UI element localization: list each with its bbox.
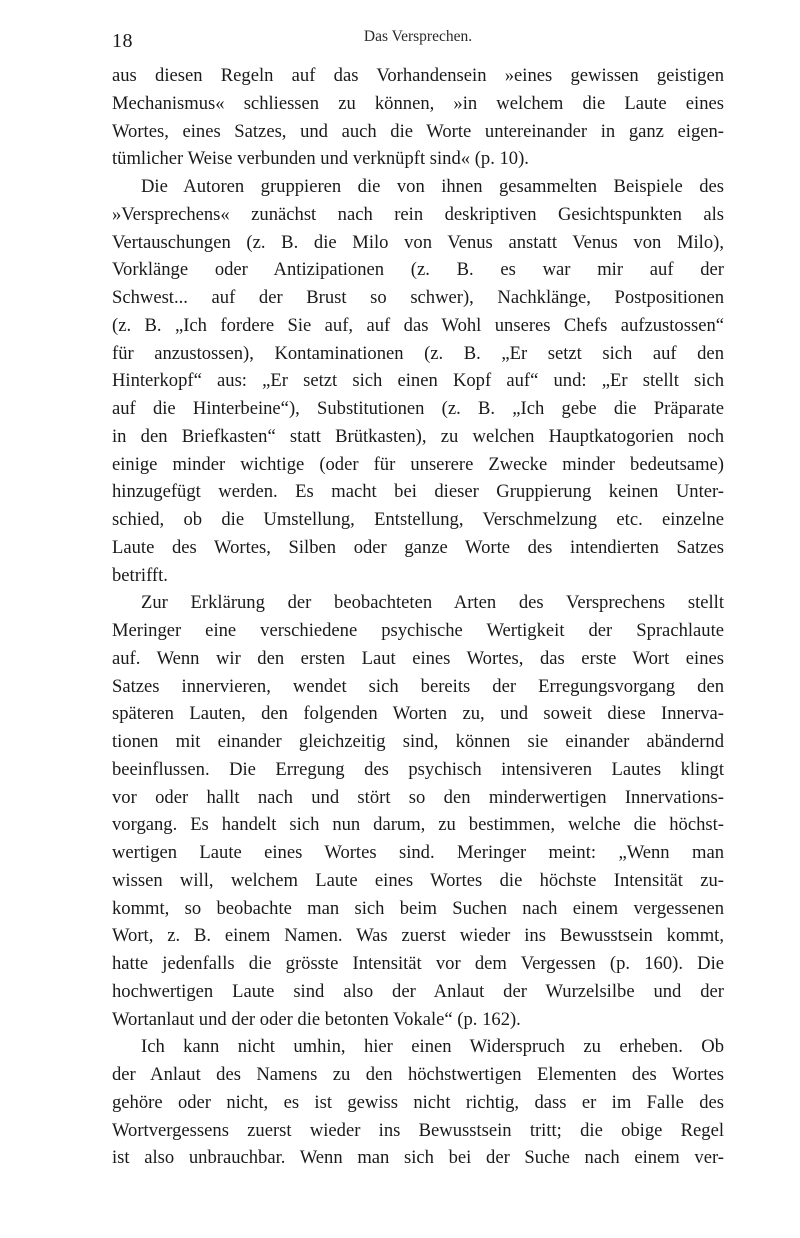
paragraph (112, 62, 724, 173)
running-head: Das Versprechen. (363, 28, 473, 45)
text-line: späteren Lauten, den folgenden Worten zu, und soweit diese Innerva- (112, 703, 724, 725)
text-line: aus diesen Regeln auf das Vorhandensein »eines gewissen geistigen (112, 65, 724, 86)
text-line: Wort, z. B. einem Namen. Was zuerst wieder ins Bewusstsein kommt, (112, 925, 724, 947)
text-line: schied, ob die Umstellung, Entstellung, Verschmelzung etc. einzelne (112, 509, 724, 530)
text-line: beeinflussen. Die Erregung des psychisch intensiveren Lautes klingt (112, 758, 724, 780)
text-line: Satzes innervieren, wendet sich bereits der Erregungsvorgang den (112, 675, 724, 697)
text-line: wertigen Laute eines Wortes sind. Meringer meint: „Wenn man (112, 842, 724, 863)
text-line: vor oder hallt nach und stört so den minderwertigen Innervations- (112, 786, 724, 808)
paragraph (112, 173, 724, 589)
text-line: auf die Hinterbeine“), Substitutionen (z. B. „Ich gebe die Präparate (112, 398, 724, 419)
text-line: Schwest... auf der Brust so schwer), Nachklänge, Postpositionen (112, 287, 724, 308)
text-line: Wortes, eines Satzes, und auch die Worte untereinander in ganz eigen- (112, 120, 724, 142)
text-line: tümlicher Weise verbunden und verknüpft sind« (p. 10). (112, 148, 529, 170)
text-line: Hinterkopf“ aus: „Er setzt sich einen Kopf auf“ und: „Er stellt sich (112, 370, 724, 392)
text-line: Meringer eine verschiedene psychische Wertigkeit der Sprachlaute (112, 620, 724, 641)
text-line: auf. Wenn wir den ersten Laut eines Wortes, das erste Wort eines (112, 647, 724, 669)
text-line: Mechanismus« schliessen zu können, »in welchem die Laute eines (112, 92, 724, 114)
text-line: in den Briefkasten“ statt Brütkasten), zu welchen Hauptkatogorien noch (112, 425, 724, 447)
text-line: Zur Erklärung der beobachteten Arten des Versprechens stellt (141, 592, 724, 614)
page-header (112, 18, 724, 62)
text-line: hatte jedenfalls die grösste Intensität vor dem Vergessen (p. 160). Die (112, 953, 724, 974)
text-line: Ich kann nicht umhin, hier einen Widerspruch zu erheben. Ob (141, 1036, 724, 1058)
text-line: der Anlaut des Namens zu den höchstwertigen Elementen des Wortes (112, 1064, 724, 1085)
text-line: Wortanlaut und der oder die betonten Vokale“ (p. 162). (112, 1008, 521, 1030)
body-text (112, 62, 724, 1172)
text-line: wissen will, welchem Laute eines Wortes die höchste Intensität zu- (112, 869, 724, 891)
text-line: vorgang. Es handelt sich nun darum, zu bestimmen, welche die höchst- (112, 814, 724, 836)
text-line: »Versprechens« zunächst nach rein deskriptiven Gesichtspunkten als (112, 203, 724, 225)
text-line: kommt, so beobachte man sich beim Suchen nach einem vergessenen (112, 897, 724, 919)
text-line: Vorklänge oder Antizipationen (z. B. es war mir auf der (112, 259, 724, 281)
text-line: Die Autoren gruppieren die von ihnen gesammelten Beispiele des (141, 176, 724, 197)
text-line: Vertauschungen (z. B. die Milo von Venus anstatt Venus von Milo), (112, 231, 724, 253)
text-line: Wortvergessens zuerst wieder ins Bewusstsein tritt; die obige Regel (112, 1119, 724, 1141)
text-line: einige minder wichtige (oder für unserere Zwecke minder bedeutsame) (112, 453, 724, 475)
paragraph (112, 1033, 724, 1172)
book-page (112, 18, 724, 1172)
text-line: tionen mit einander gleichzeitig sind, können sie einander abändernd (112, 731, 724, 752)
paragraph (112, 589, 724, 1033)
text-line: hinzugefügt werden. Es macht bei dieser Gruppierung keinen Unter- (112, 481, 724, 503)
text-line: gehöre oder nicht, es ist gewiss nicht richtig, dass er im Falle des (112, 1091, 724, 1113)
text-line: ist also unbrauchbar. Wenn man sich bei der Suche nach einem ver- (112, 1147, 724, 1169)
page-number: 18 (112, 30, 133, 52)
text-line: hochwertigen Laute sind also der Anlaut der Wurzelsilbe und der (112, 980, 724, 1002)
text-line: betrifft. (112, 564, 168, 586)
text-line: für anzustossen), Kontaminationen (z. B. „Er setzt sich auf den (112, 342, 724, 364)
text-line: Laute des Wortes, Silben oder ganze Worte des intendierten Satzes (112, 536, 724, 558)
text-line: (z. B. „Ich fordere Sie auf, auf das Wohl unseres Chefs aufzustossen“ (112, 314, 724, 336)
